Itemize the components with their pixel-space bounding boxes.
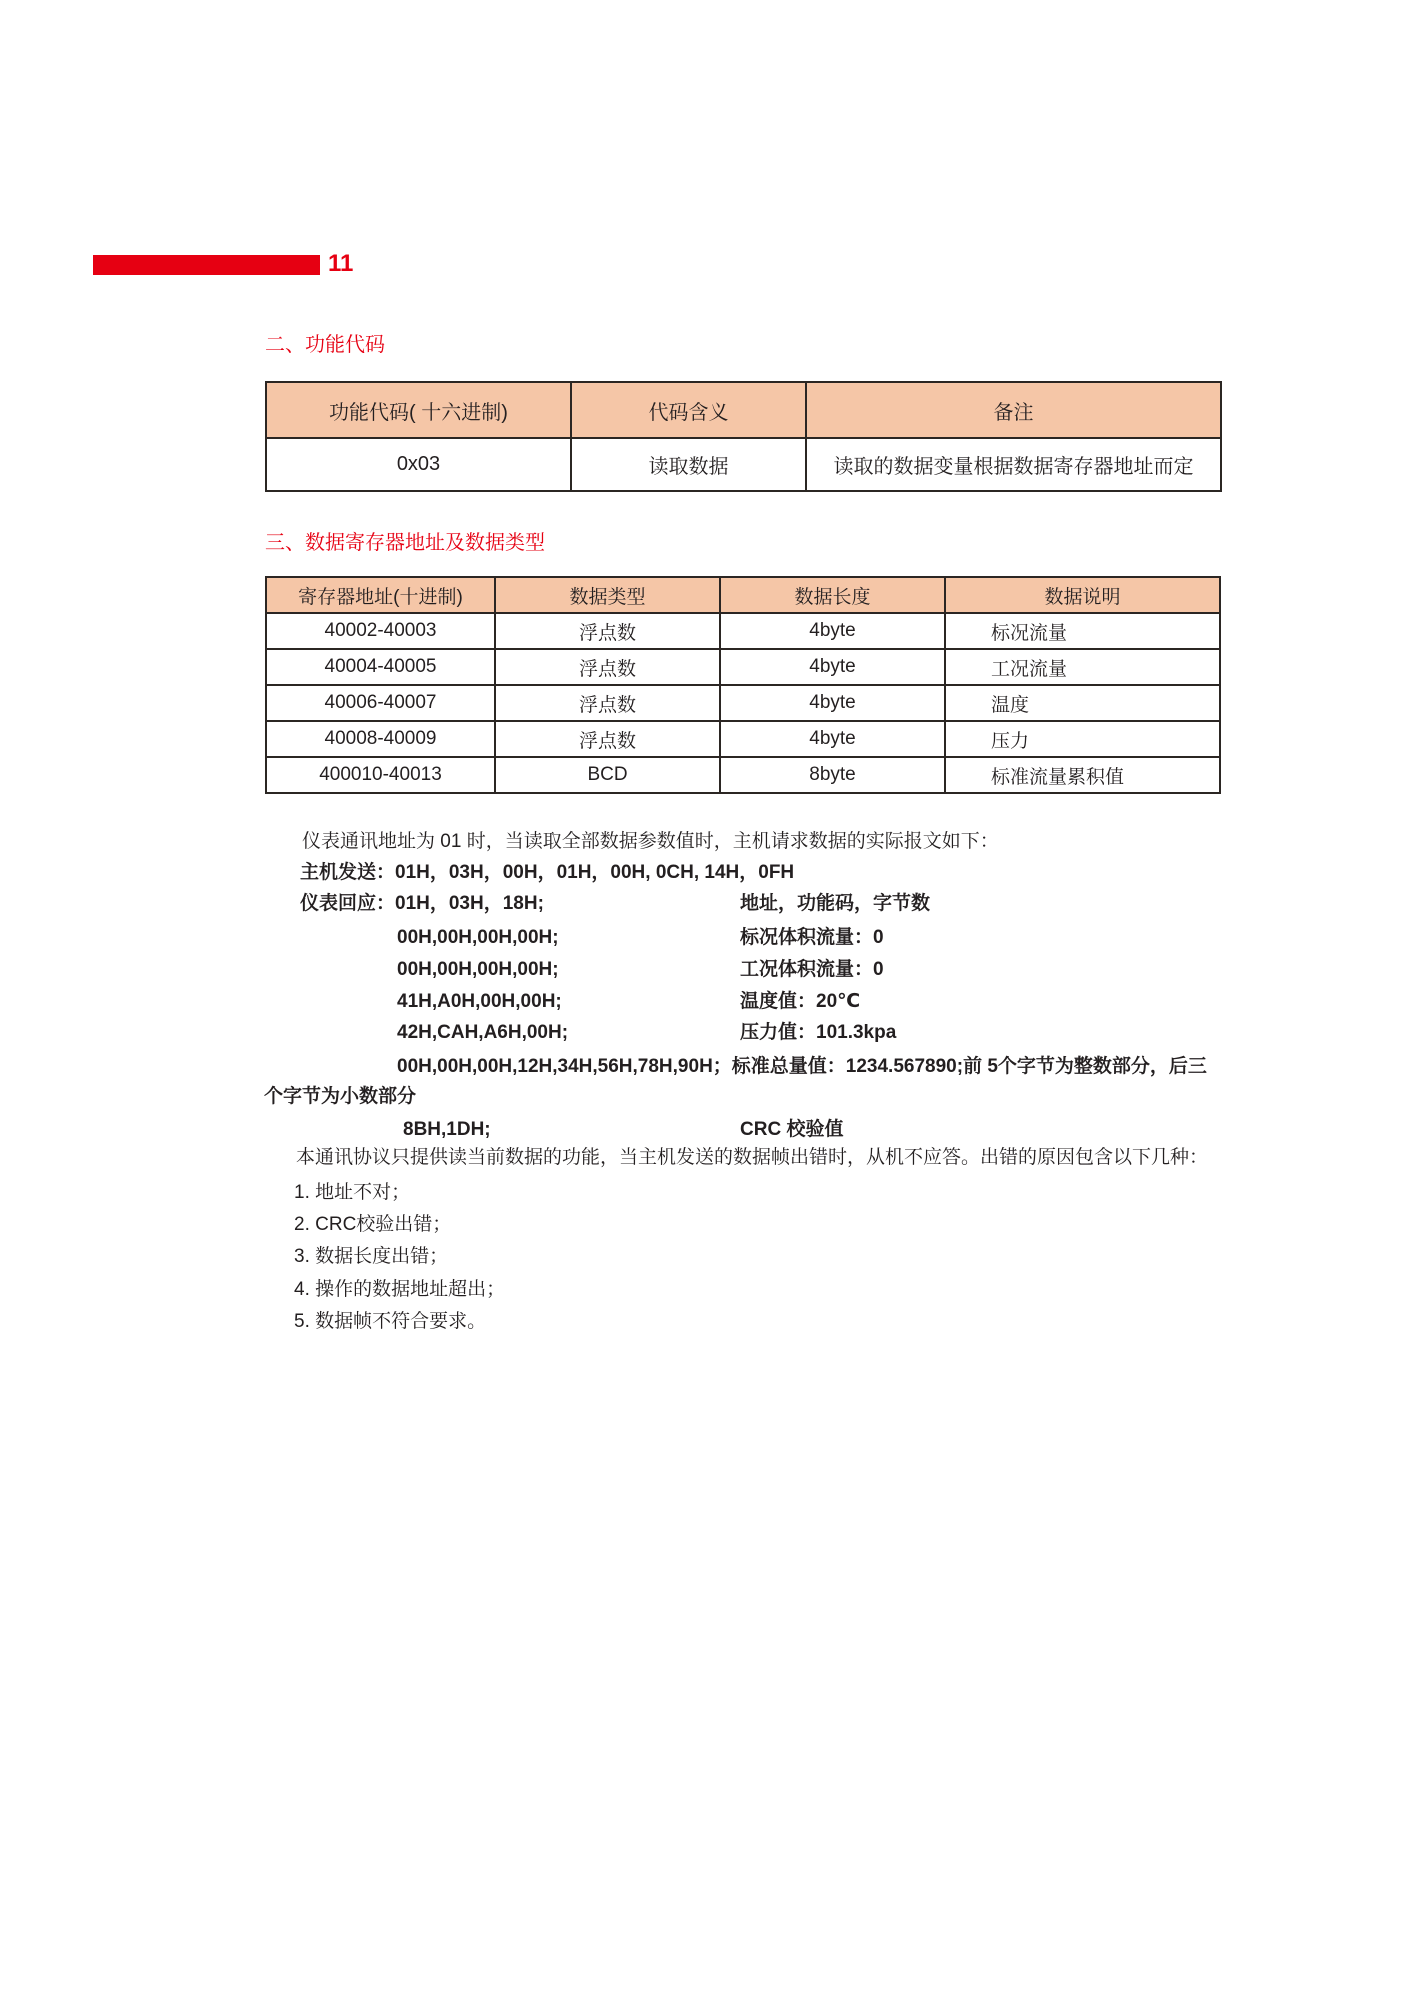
table-row <box>266 757 1220 793</box>
error-list-item: 1. 地址不对； <box>294 1182 411 1203</box>
column-header: 数据长度 <box>720 577 945 613</box>
example-line-pressure <box>0 1021 1411 1045</box>
hex-frame-text: 42H,CAH,A6H,00H; <box>397 1022 569 1043</box>
example-line-crc <box>0 1118 1411 1142</box>
column-header: 备注 <box>806 382 1221 438</box>
table-cell: 浮点数 <box>495 721 720 757</box>
section-heading-registers: 三、数据寄存器地址及数据类型 <box>265 532 545 554</box>
error-list-item: 3. 数据长度出错； <box>294 1246 449 1267</box>
function-code-table <box>265 381 1222 492</box>
table-cell: 标准流量累积值 <box>945 757 1220 793</box>
table-cell: BCD <box>495 757 720 793</box>
hex-frame-text: 00H,00H,00H,00H; <box>397 959 559 980</box>
example-line-working-flow <box>0 958 1411 982</box>
table-cell: 标况流量 <box>945 613 1220 649</box>
hex-frame-text: 00H,00H,00H,12H,34H,56H,78H,90H；标准总量值：1234.567890;前 5个字节为整数部分，后三 <box>397 1056 1207 1077</box>
table-cell: 读取数据 <box>571 438 806 491</box>
frame-description: CRC 校验值 <box>740 1119 844 1140</box>
table-cell: 4byte <box>720 685 945 721</box>
table-cell: 40002-40003 <box>266 613 495 649</box>
hex-frame-text: 41H,A0H,00H,00H; <box>397 991 562 1012</box>
table-cell: 温度 <box>945 685 1220 721</box>
table-cell: 工况流量 <box>945 649 1220 685</box>
hex-frame-text: 仪表回应：01H，03H，18H; <box>300 893 544 914</box>
table-cell: 4byte <box>720 649 945 685</box>
column-header: 寄存器地址(十进制) <box>266 577 495 613</box>
example-line-host-send <box>0 861 1411 885</box>
table-cell: 浮点数 <box>495 649 720 685</box>
table-cell: 4byte <box>720 721 945 757</box>
table-row <box>266 721 1220 757</box>
table-row <box>266 438 1221 491</box>
hex-frame-text: 8BH,1DH; <box>403 1119 491 1140</box>
column-header: 功能代码( 十六进制) <box>266 382 571 438</box>
table-cell: 浮点数 <box>495 613 720 649</box>
hex-frame-text: 00H,00H,00H,00H; <box>397 927 559 948</box>
register-table <box>265 576 1221 794</box>
frame-description: 地址，功能码，字节数 <box>740 893 931 914</box>
hex-frame-text: 主机发送：01H，03H，00H，01H，00H, 0CH, 14H，0FH <box>300 862 795 883</box>
frame-description: 压力值：101.3kpa <box>740 1022 897 1043</box>
table-cell: 压力 <box>945 721 1220 757</box>
page-number: 11 <box>328 250 354 277</box>
table-cell: 0x03 <box>266 438 571 491</box>
function-code-table-header-row <box>266 382 1221 438</box>
table-cell: 8byte <box>720 757 945 793</box>
table-cell: 400010-40013 <box>266 757 495 793</box>
frame-description: 标况体积流量：0 <box>740 927 884 948</box>
example-line-totalizer <box>0 1055 1411 1079</box>
frame-description: 工况体积流量：0 <box>740 959 884 980</box>
protocol-note-paragraph: 本通讯协议只提供读当前数据的功能，当主机发送的数据帧出错时，从机不应答。出错的原因包含以下几种： <box>296 1147 1209 1168</box>
example-line-totalizer-wrap <box>0 1085 1411 1109</box>
example-line-meter-response <box>0 892 1411 916</box>
example-intro-text: 仪表通讯地址为 01 时，当读取全部数据参数值时，主机请求数据的实际报文如下： <box>302 831 999 852</box>
table-cell: 40006-40007 <box>266 685 495 721</box>
example-line-temperature <box>0 990 1411 1014</box>
frame-description: 温度值：20℃ <box>740 991 861 1012</box>
column-header: 数据说明 <box>945 577 1220 613</box>
table-row <box>266 685 1220 721</box>
error-list-item: 5. 数据帧不符合要求。 <box>294 1311 487 1332</box>
table-cell: 40008-40009 <box>266 721 495 757</box>
example-line-standard-flow <box>0 926 1411 950</box>
error-list-item: 2. CRC校验出错； <box>294 1214 452 1235</box>
table-cell: 40004-40005 <box>266 649 495 685</box>
header-red-bar <box>93 255 320 275</box>
table-row <box>266 649 1220 685</box>
column-header: 代码含义 <box>571 382 806 438</box>
table-cell: 读取的数据变量根据数据寄存器地址而定 <box>806 438 1221 491</box>
hex-frame-text: 个字节为小数部分 <box>264 1086 417 1107</box>
section-heading-function-code: 二、功能代码 <box>265 334 385 356</box>
error-list-item: 4. 操作的数据地址超出； <box>294 1279 506 1300</box>
table-cell: 4byte <box>720 613 945 649</box>
table-row <box>266 613 1220 649</box>
register-table-header-row <box>266 577 1220 613</box>
column-header: 数据类型 <box>495 577 720 613</box>
table-cell: 浮点数 <box>495 685 720 721</box>
